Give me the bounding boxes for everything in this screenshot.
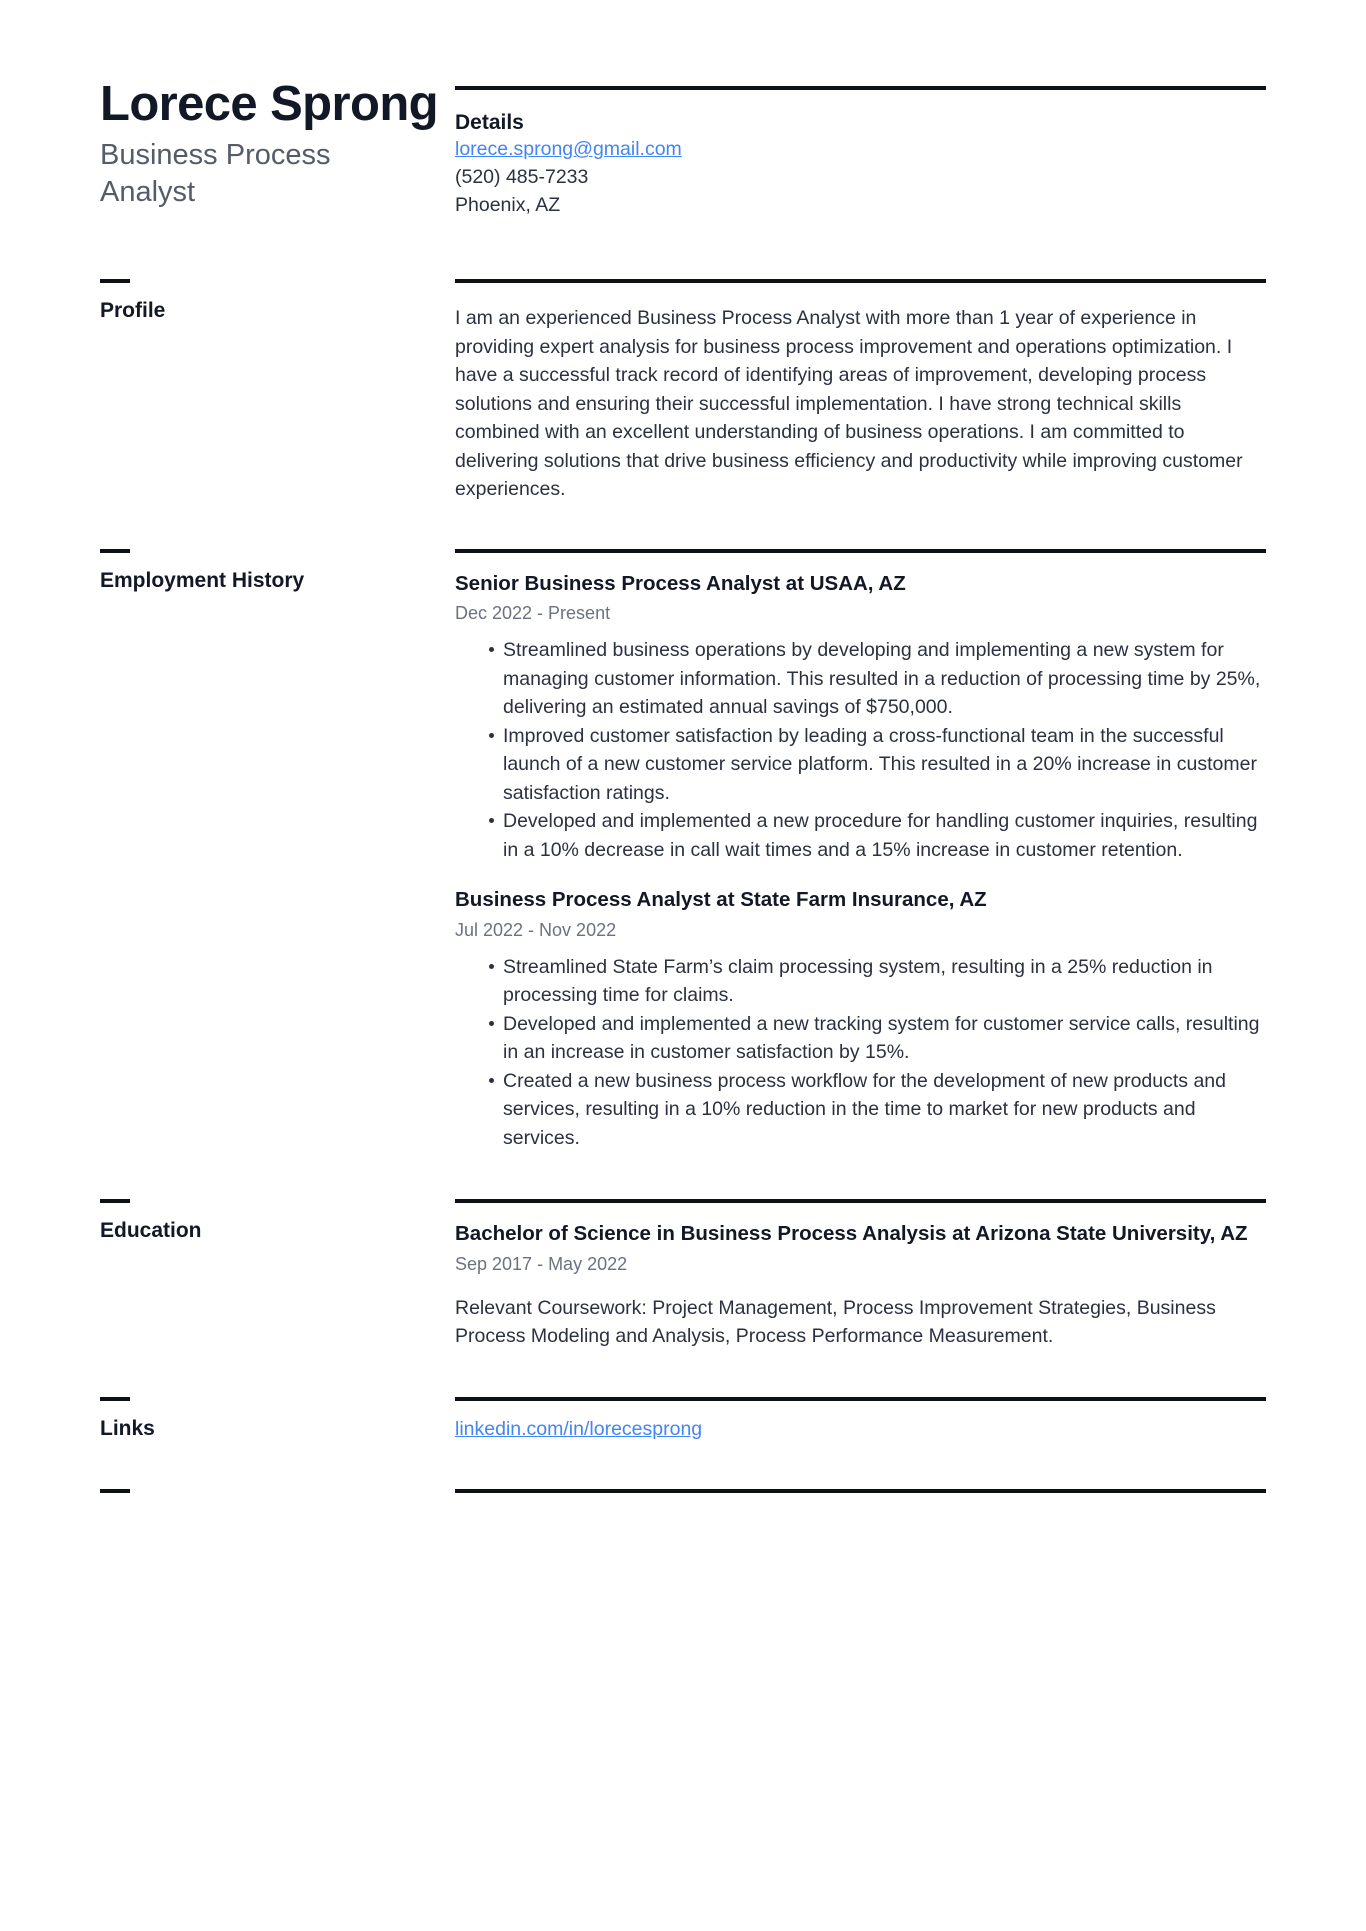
candidate-job-title: Business Process Analyst <box>100 138 331 209</box>
employment-content <box>455 549 1266 1152</box>
section-education <box>100 1199 1266 1351</box>
job-bullet: Developed and implemented a new tracking system for customer service calls, resulting in an increase in customer satisfaction by 15%. <box>489 1010 1266 1067</box>
header-identity <box>100 78 455 211</box>
links-label-column <box>100 1397 455 1442</box>
employment-label-column <box>100 549 455 594</box>
section-dash-icon <box>100 1489 130 1493</box>
profile-label-column <box>100 279 455 324</box>
education-label-column <box>100 1199 455 1244</box>
candidate-name: Lorece Sprong <box>100 77 438 131</box>
links-content <box>455 1397 1266 1444</box>
next-content <box>455 1489 1266 1493</box>
details-email-row <box>455 136 1266 164</box>
job-title: Senior Business Process Analyst at USAA, AZ <box>455 571 906 595</box>
section-profile <box>100 279 1266 503</box>
job-date: Dec 2022 - Present <box>455 603 611 624</box>
next-divider <box>455 1489 1266 1493</box>
section-label-education: Education <box>100 1219 202 1243</box>
job-bullet: Improved customer satisfaction by leading a cross-functional team in the successful launch of a new customer service platform. This resulted in a 20% increase in customer satisfaction ratings. <box>489 722 1266 807</box>
profile-text: I am an experienced Business Process Analyst with more than 1 year of experience in providing expert analysis for business process improvement and operations optimization. I have a successful track record of identifying areas of improvement, developing process solutions and ensuring their successful implementation. I have strong technical skills combined with an excellent understanding of business operations. I am committed to delivering solutions that drive business efficiency and productivity while improving customer experiences. <box>455 307 1243 501</box>
job-title: Business Process Analyst at State Farm Insurance, AZ <box>455 888 987 912</box>
email-link[interactable]: lorece.sprong@gmail.com <box>455 138 682 161</box>
education-content <box>455 1199 1266 1351</box>
section-label-profile: Profile <box>100 299 166 323</box>
degree-date: Sep 2017 - May 2022 <box>455 1253 628 1274</box>
section-dash-icon <box>100 1397 130 1401</box>
details-divider <box>455 86 1266 90</box>
details-phone: (520) 485-7233 <box>455 165 589 188</box>
links-list <box>455 1401 1266 1444</box>
details-location: Phoenix, AZ <box>455 193 561 216</box>
employment-entry <box>455 886 1266 1152</box>
section-dash-icon <box>100 549 130 553</box>
job-bullet: Created a new business process workflow for the development of new products and services, resulting in a 10% reduction in the time to market for new products and services. <box>489 1067 1266 1152</box>
section-dash-icon <box>100 279 130 283</box>
resume-header <box>100 78 1266 219</box>
job-bullet: Developed and implemented a new procedure for handling customer inquiries, resulting in a 10% decrease in call wait times and a 15% increase in customer retention. <box>489 807 1266 864</box>
section-employment <box>100 549 1266 1152</box>
job-bullet-list <box>455 636 1266 864</box>
job-bullet: Streamlined State Farm’s claim processing system, resulting in a 25% reduction in processing time for claims. <box>489 953 1266 1010</box>
employment-entry <box>455 553 1266 864</box>
section-next-partial <box>100 1489 1266 1493</box>
education-entry <box>455 1203 1266 1351</box>
job-bullet-list <box>455 953 1266 1152</box>
details-heading: Details <box>455 111 524 134</box>
section-links <box>100 1397 1266 1444</box>
degree-title: Bachelor of Science in Business Process Analysis at Arizona State University, AZ <box>455 1222 1248 1246</box>
linkedin-link[interactable]: linkedin.com/in/lorecesprong <box>455 1417 703 1440</box>
degree-description: Relevant Coursework: Project Management, Process Improvement Strategies, Business Process Modeling and Analysis, Process Performance Measurement. <box>455 1296 1216 1348</box>
profile-content <box>455 279 1266 503</box>
details-block <box>455 78 1266 219</box>
section-label-links: Links <box>100 1416 155 1440</box>
next-label-column <box>100 1489 455 1493</box>
section-dash-icon <box>100 1199 130 1203</box>
section-label-employment: Employment History <box>100 568 305 592</box>
job-bullet: Streamlined business operations by developing and implementing a new system for managing customer information. This resulted in a reduction of processing time by 25%, delivering an estimated annual savings of $750,000. <box>489 636 1266 721</box>
job-date: Jul 2022 - Nov 2022 <box>455 919 617 940</box>
